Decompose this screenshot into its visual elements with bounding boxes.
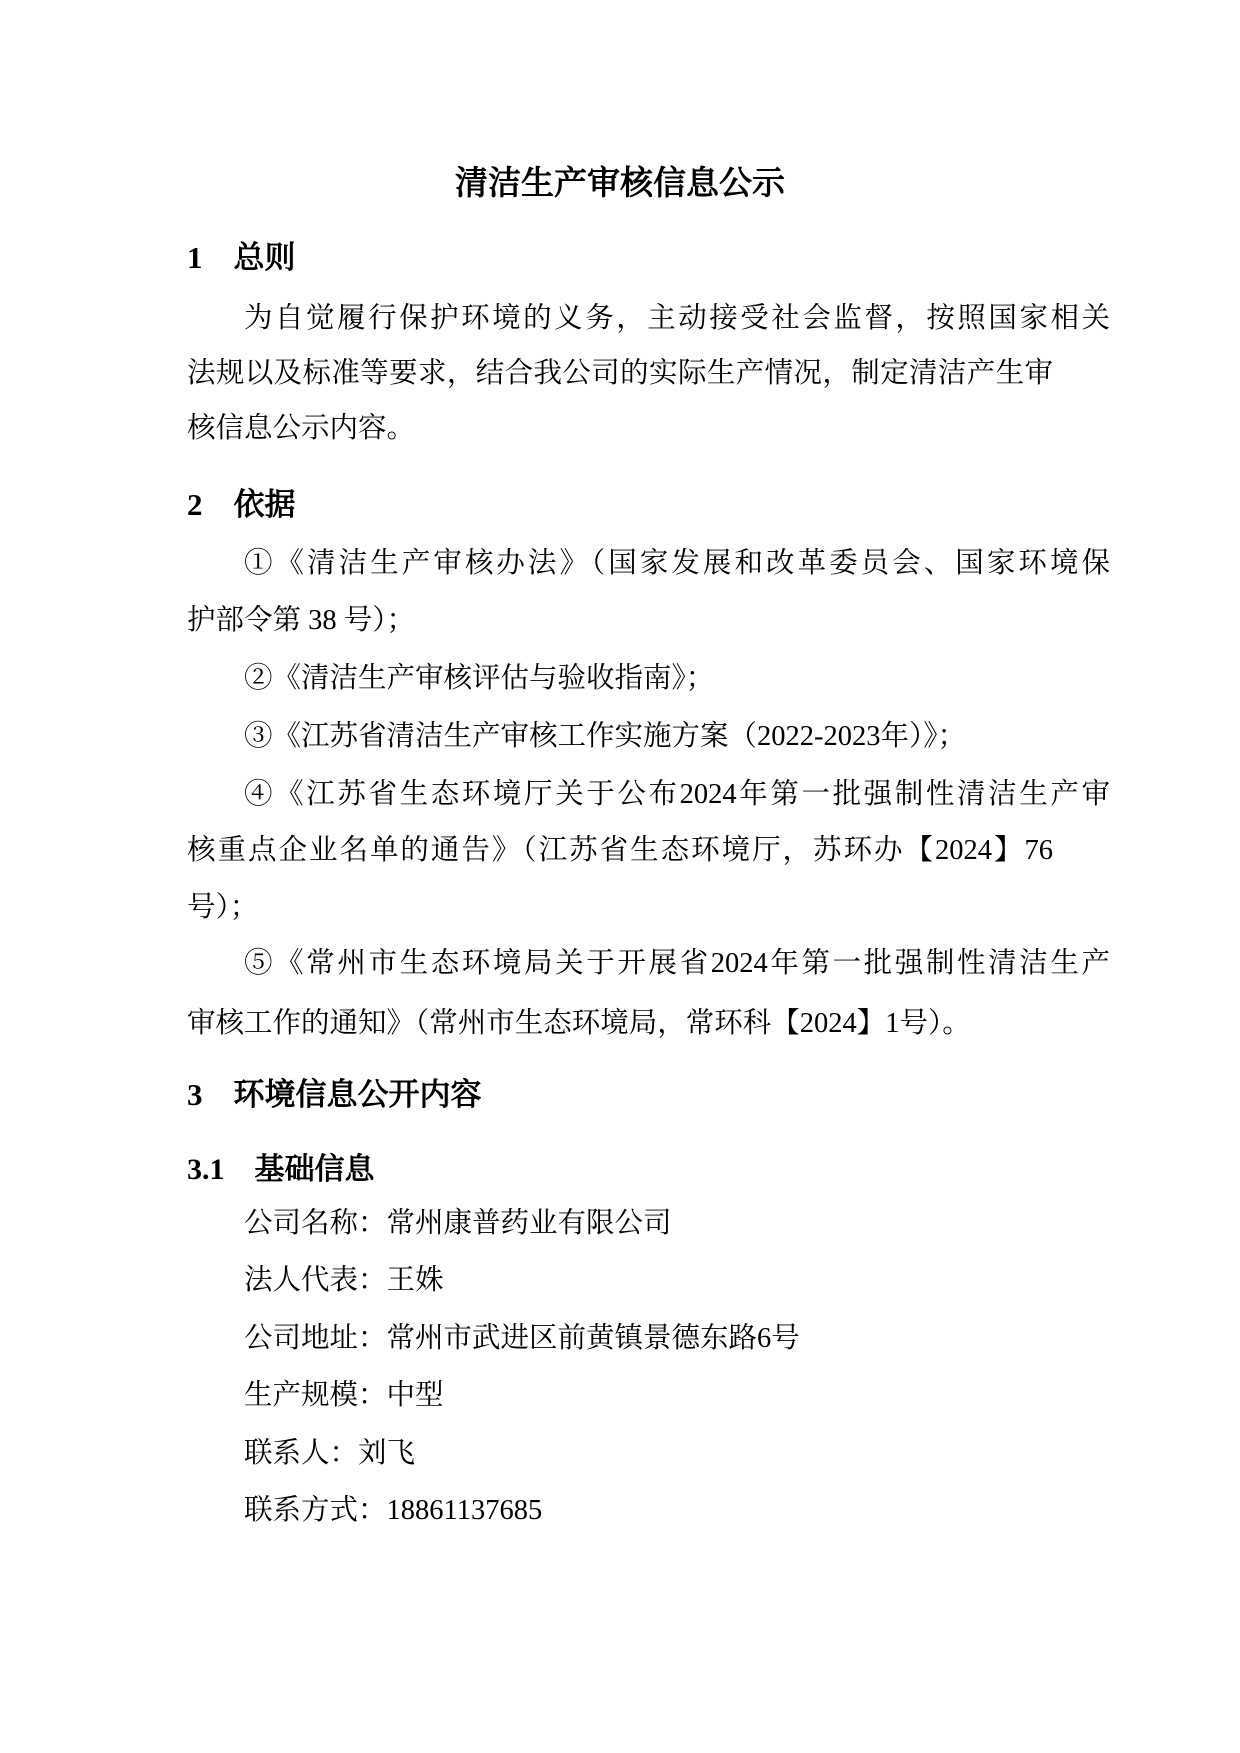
info-production-scale-value: 中型 (386, 1380, 444, 1411)
info-legal-representative (187, 1261, 1110, 1301)
basis-item-4-line-3: 号）； (187, 892, 259, 923)
basis-item-4-line-1: ④《江苏省生态环境厅关于公布2024年第一批强制性清洁生产审 (244, 779, 1110, 810)
info-company-name (187, 1204, 1110, 1244)
basis-item-1-line-2: 护部令第 38 号）； (187, 605, 416, 636)
basis-item-1-line-1: ①《清洁生产审核办法》（国家发展和改革委员会、国家环境保 (244, 548, 1110, 579)
section-3-heading: 3 环境信息公开内容 (187, 1077, 482, 1112)
basis-item-2: ②《清洁生产审核评估与验收指南》； (244, 663, 715, 694)
info-production-scale (187, 1376, 1110, 1416)
info-company-address (187, 1319, 1110, 1359)
info-legal-representative-label: 法人代表： (244, 1265, 387, 1296)
section-1-paragraph-line-3: 核信息公示内容。 (187, 413, 416, 444)
section-1-paragraph-line-1: 为自觉履行保护环境的义务，主动接受社会监督，按照国家相关 (244, 303, 1110, 334)
info-company-address-label: 公司地址： (244, 1323, 387, 1354)
info-company-address-value: 常州市武进区前黄镇景德东路6号 (386, 1323, 800, 1354)
info-company-name-value: 常州康普药业有限公司 (386, 1208, 672, 1239)
info-production-scale-label: 生产规模： (244, 1380, 387, 1411)
info-contact-person-value: 刘飞 (358, 1438, 416, 1469)
section-3-1-heading: 3.1 基础信息 (187, 1153, 375, 1186)
info-contact-person (187, 1434, 1110, 1474)
section-2-heading: 2 依据 (187, 487, 296, 522)
basis-item-4-line-2: 核重点企业名单的通告》（江苏省生态环境厅，苏环办【2024】76 (187, 835, 1053, 866)
document-title: 清洁生产审核信息公示 (455, 166, 785, 202)
basis-item-3: ③《江苏省清洁生产审核工作实施方案（2022-2023年）》； (244, 721, 966, 752)
info-legal-representative-value: 王姝 (386, 1265, 444, 1296)
section-1-heading: 1 总则 (187, 240, 296, 275)
info-contact-method-value: 18861137685 (386, 1495, 543, 1526)
info-contact-method-label: 联系方式： (244, 1495, 387, 1526)
basis-item-5-line-1: ⑤《常州市生态环境局关于开展省2024年第一批强制性清洁生产 (244, 948, 1110, 979)
section-1-paragraph-line-2: 法规以及标准等要求，结合我公司的实际生产情况，制定清洁产生审 (187, 358, 1053, 389)
info-contact-method (187, 1491, 1110, 1531)
basis-item-5-line-2: 审核工作的通知》（常州市生态环境局，常环科【2024】1号）。 (187, 1008, 971, 1039)
info-company-name-label: 公司名称： (244, 1208, 387, 1239)
info-contact-person-label: 联系人： (244, 1438, 359, 1469)
